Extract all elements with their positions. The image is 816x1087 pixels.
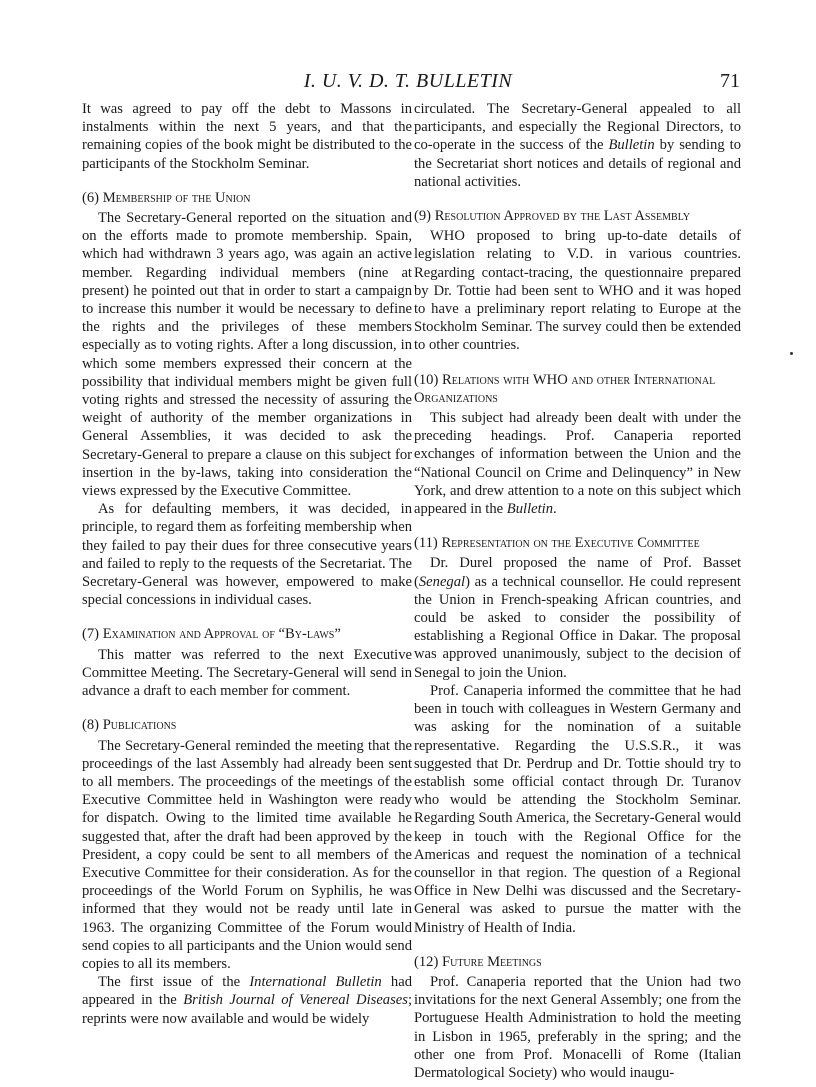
section-title: Representation on the Executive Committee — [441, 535, 700, 552]
section-title — [414, 372, 715, 406]
text-run: The first issue of the — [98, 974, 250, 991]
section-7-heading — [82, 625, 412, 643]
running-header — [0, 70, 816, 100]
section-number: (6) — [82, 189, 100, 206]
section-12-paragraph-1: Prof. Canaperia reported that the Union had two invitations for the next General Assembly; one from the Portuguese Health Administration to hold the meeting in Lisbon in 1965, preferably in the spring; and the other one from Prof. Monacelli of Rome (Italian Dermatological Society) who would inaugu- — [414, 973, 741, 1081]
journal-title: I. U. V. D. T. BULLETIN — [303, 70, 513, 92]
section-10-heading — [414, 371, 741, 407]
section-8-heading — [82, 716, 412, 734]
section-number: (11) — [414, 535, 438, 552]
section-9-heading — [414, 207, 741, 225]
section-number: (7) — [82, 626, 100, 643]
right-column — [414, 100, 741, 1082]
italic-title: Senegal — [418, 573, 466, 590]
section-11-paragraph-1 — [414, 554, 741, 681]
text-run: by sending to the Secretariat short notices and details of regional and national activities. — [414, 137, 741, 190]
text-run: This subject had already been dealt with under the preceding headings. Prof. Canaperia reported exchanges of information between the Union and the “National Council on Crime and Delinquency” in New York, and drew attention to a note on this subject which appeared in the — [414, 410, 741, 518]
text-run: Dr. Durel proposed the name of Prof. Basset ( — [414, 555, 741, 590]
section-number: (9) — [414, 208, 432, 225]
text-run: Relations with — [441, 371, 533, 388]
italic-title: International Bulletin — [249, 974, 382, 991]
intro-paragraph: It was agreed to pay off the debt to Massons in instalments within the next 5 years, and that the remaining copies of the book might be distributed to the participants of the Stockholm Seminar. — [82, 101, 412, 172]
page-number: 71 — [720, 70, 740, 92]
section-8-paragraph-2 — [82, 973, 412, 1028]
section-number: (12) — [414, 953, 439, 970]
italic-title: Bulletin — [506, 501, 554, 518]
left-column — [82, 100, 412, 1028]
section-number: (8) — [82, 717, 100, 734]
section-6-paragraph-1: The Secretary-General reported on the situation and on the efforts made to promote membership. Spain, which had withdrawn 3 years ago, was again an active member. Regarding individual members (nine at present) he pointed out that in order to start a campaign to increase this number it would be necessary to define the rights and the privileges of these members especially as to voting rights. After a long discussion, in which some members expressed their concern at the possibility that individual members might be given full voting rights and stressed the necessity of assuring the weight of authority of the member organizations in General Assemblies, it was decided to ask the Secretary-General to prepare a clause on this subject for insertion in the by-laws, taking into consideration the views expressed by the Executive Committee. — [82, 210, 412, 500]
section-9-paragraph-1: WHO proposed to bring up-to-date details of legislation relating to V.D. in various countries. Regarding contact-tracing, the questionnaire prepared by Dr. Tottie had been sent to WHO and it was hoped to have a preliminary report relating to Europe at the Stockholm Seminar. The survey could then be extended to other countries. — [414, 228, 741, 354]
text-run: circulated. The Secretary-General appealed to all participants, and especially the Regional Directors, to co-operate in the success of the — [414, 101, 741, 154]
text-run: . — [553, 501, 557, 518]
section-6-paragraph-2: As for defaulting members, it was decided, in principle, to regard them as forfeiting membership when they failed to pay their dues for three consecutive years and failed to reply to the requests of the Secretariat. The Secretary-General was however, empowered to make special concessions in individual cases. — [82, 501, 412, 609]
continued-paragraph — [414, 100, 741, 191]
section-11-heading — [414, 534, 741, 552]
text-run: and other International Organizations — [414, 371, 716, 406]
stray-mark — [790, 352, 793, 355]
section-10-paragraph-1 — [414, 409, 741, 518]
section-12-heading — [414, 953, 741, 971]
section-number: (10) — [414, 371, 439, 388]
text-run: ; reprints were now available and would be widely — [82, 992, 412, 1027]
section-title: Future Meetings — [441, 953, 542, 970]
section-title: Resolution Approved by the Last Assembly — [434, 208, 691, 225]
text-run: ) as a technical counsellor. He could represent the Union in French-speaking African countries, and could be asked to consider the possibility of establishing a Regional Office in Dakar. The proposal was approved unanimously, subject to the decision of Senegal to join the Union. — [414, 573, 741, 681]
italic-title: Bulletin — [608, 137, 655, 154]
section-title: Membership of the Union — [102, 189, 251, 206]
text-run: had appeared in the — [82, 974, 412, 1009]
section-8-paragraph-1: The Secretary-General reminded the meeting that the proceedings of the last Assembly had already been sent to all members. The proceedings of the meetings of the Executive Committee held in Washington were ready for dispatch. Owing to the limited time available he suggested that, after the draft had been approved by the President, a copy could be sent to all members of the Executive Committee for their consideration. As for the proceedings of the World Forum on Syphilis, he was informed that they would not be ready until late in 1963. The organizing Committee of the Forum would send copies to all participants and the Union would send copies to all its members. — [82, 737, 412, 972]
section-title: Publications — [102, 717, 177, 734]
text-run: WHO — [532, 371, 568, 388]
section-6-heading — [82, 189, 412, 207]
section-11-paragraph-2: Prof. Canaperia informed the committee that he had been in touch with colleagues in Western Germany and was asking for the nomination of a suitable representative. Regarding the U.S.S.R., it was suggested that Dr. Perdrup and Dr. Tottie should try to establish some official contact through Dr. Turanov who would be attending the Stockholm Seminar. Regarding South America, the Secretary-General would keep in touch with the Regional Office for the Americas and request the nomination of a technical counsellor in that region. The question of a Regional Office in New Delhi was discussed and the Secretary-General was asked to pursue the matter with the Ministry of Health of India. — [414, 682, 741, 936]
italic-title: British Journal of Venereal Diseases — [183, 992, 408, 1009]
section-title: Examination and Approval of “By-laws” — [102, 626, 341, 643]
section-7-paragraph-1: This matter was referred to the next Executive Committee Meeting. The Secretary-General will send in advance a draft to each member for comment. — [82, 646, 412, 700]
